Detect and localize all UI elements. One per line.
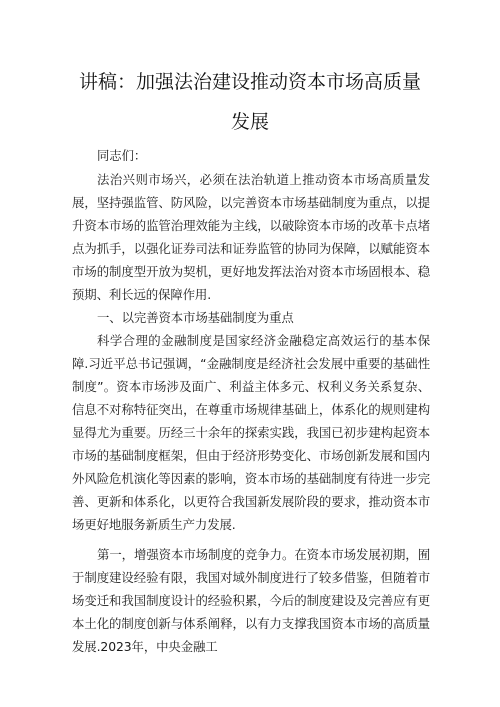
document-title-line-2: 发展 <box>230 111 269 133</box>
salutation: 同志们： <box>97 148 147 163</box>
document-body <box>72 144 430 658</box>
paragraph-financial-system: 科学合理的金融制度是国家经济金融稳定高效运行的基本保障.习近平总书记强调，“金融制度是经济社会发展中重要的基础性制度”。资本市场涉及面广、利益主体多元、权利义务关系复杂、信息不对称特征突出，在尊重市场规律基础上，体系化的规则建构显得尤为重要。历经三十余年的探索实践，我国已初步建构起资本市场的基础制度框架，但由于经济形势变化、市场创新发展和国内外风险危机演化等因素的影响，资本市场的基础制度有待进一步完善、更新和体系化，以更符合我国新发展阶段的要求，推动资本市场更好地服务新质生产力发展. <box>72 333 430 532</box>
paragraph-intro: 法治兴则市场兴，必须在法治轨道上推动资本市场高质量发展，坚持强监管、防风险，以完善资本市场基础制度为重点，以提升资本市场的监管治理效能为主线，以破除资本市场的改革卡点堵点为抓手，以强化证券司法和证券监管的协同为保障，以赋能资本市场的制度型开放为契机，更好地发挥法治对资本市场固根本、稳预期、利长远的保障作用. <box>72 172 430 302</box>
document-title-line-1: 讲稿：加强法治建设推动资本市场高质量 <box>78 71 421 93</box>
section-heading-1: 一、以完善资本市场基础制度为重点 <box>97 310 294 325</box>
paragraph-first-point: 第一，增强资本市场制度的竞争力。在资本市场发展初期，囿于制度建设经验有限，我国对域外制度进行了较多借鉴，但随着市场变迁和我国制度设计的经验积累，今后的制度建设及完善应有更本土化的制度创新与体系阐释，以有力支撑我国资本市场的高质量发展.2023年，中央金融工 <box>72 547 430 654</box>
